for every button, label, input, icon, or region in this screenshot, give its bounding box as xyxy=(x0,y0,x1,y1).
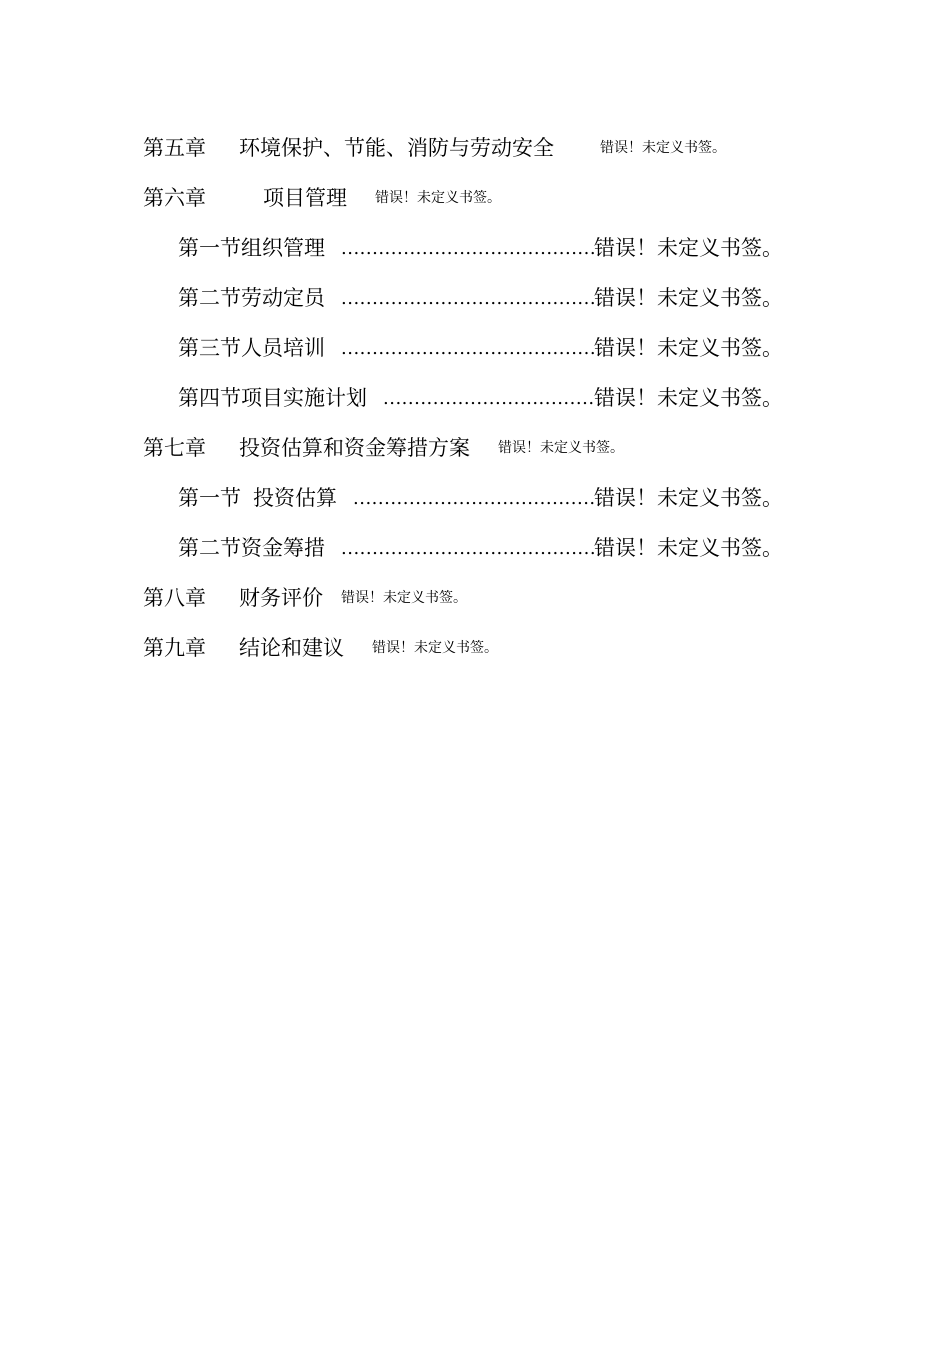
chapter-number: 第七章 xyxy=(143,436,206,460)
section-number: 第一节 xyxy=(178,486,241,510)
bookmark-error: 错误！未定义书签。 xyxy=(498,440,624,456)
bookmark-error: 错误！未定义书签。 xyxy=(594,386,783,410)
leader-dots xyxy=(341,240,594,258)
bookmark-error: 错误！未定义书签。 xyxy=(594,336,783,360)
section-number: 第三节 xyxy=(178,336,241,360)
section-number: 第二节 xyxy=(178,536,241,560)
leader-dots xyxy=(383,390,594,408)
section-title: 项目实施计划 xyxy=(241,386,367,410)
bookmark-error: 错误！未定义书签。 xyxy=(594,486,783,510)
chapter-number: 第五章 xyxy=(143,136,206,160)
bookmark-error: 错误！未定义书签。 xyxy=(594,286,783,310)
leader-dots xyxy=(341,290,594,308)
section-title: 投资估算 xyxy=(253,486,337,510)
toc-section[interactable] xyxy=(143,372,783,422)
section-number: 第一节 xyxy=(178,236,241,260)
chapter-title: 投资估算和资金筹措方案 xyxy=(239,436,470,460)
chapter-title: 项目管理 xyxy=(263,186,347,210)
leader-dots xyxy=(341,340,594,358)
section-title: 劳动定员 xyxy=(241,286,325,310)
table-of-contents xyxy=(143,122,783,672)
toc-chapter-8[interactable] xyxy=(143,572,783,622)
chapter-title: 财务评价 xyxy=(239,586,323,610)
toc-section[interactable] xyxy=(143,272,783,322)
bookmark-error: 错误！未定义书签。 xyxy=(372,640,498,656)
section-number: 第四节 xyxy=(178,386,241,410)
chapter-number: 第六章 xyxy=(143,186,206,210)
chapter-title: 结论和建议 xyxy=(239,636,344,660)
section-title: 资金筹措 xyxy=(241,536,325,560)
bookmark-error: 错误！未定义书签。 xyxy=(375,190,501,206)
leader-dots xyxy=(353,490,594,508)
leader-dots xyxy=(341,540,594,558)
bookmark-error: 错误！未定义书签。 xyxy=(341,590,467,606)
bookmark-error: 错误！未定义书签。 xyxy=(594,536,783,560)
toc-section[interactable] xyxy=(143,522,783,572)
chapter-title: 环境保护、节能、消防与劳动安全 xyxy=(239,136,554,160)
toc-section[interactable] xyxy=(143,222,783,272)
chapter-number: 第八章 xyxy=(143,586,206,610)
bookmark-error: 错误！未定义书签。 xyxy=(594,236,783,260)
section-title: 人员培训 xyxy=(241,336,325,360)
toc-section[interactable] xyxy=(143,322,783,372)
chapter-number: 第九章 xyxy=(143,636,206,660)
toc-chapter-5[interactable] xyxy=(143,122,783,172)
toc-chapter-9[interactable] xyxy=(143,622,783,672)
toc-chapter-7[interactable] xyxy=(143,422,783,472)
bookmark-error: 错误！未定义书签。 xyxy=(600,140,726,156)
section-title: 组织管理 xyxy=(241,236,325,260)
toc-section[interactable] xyxy=(143,472,783,522)
toc-chapter-6[interactable] xyxy=(143,172,783,222)
section-number: 第二节 xyxy=(178,286,241,310)
